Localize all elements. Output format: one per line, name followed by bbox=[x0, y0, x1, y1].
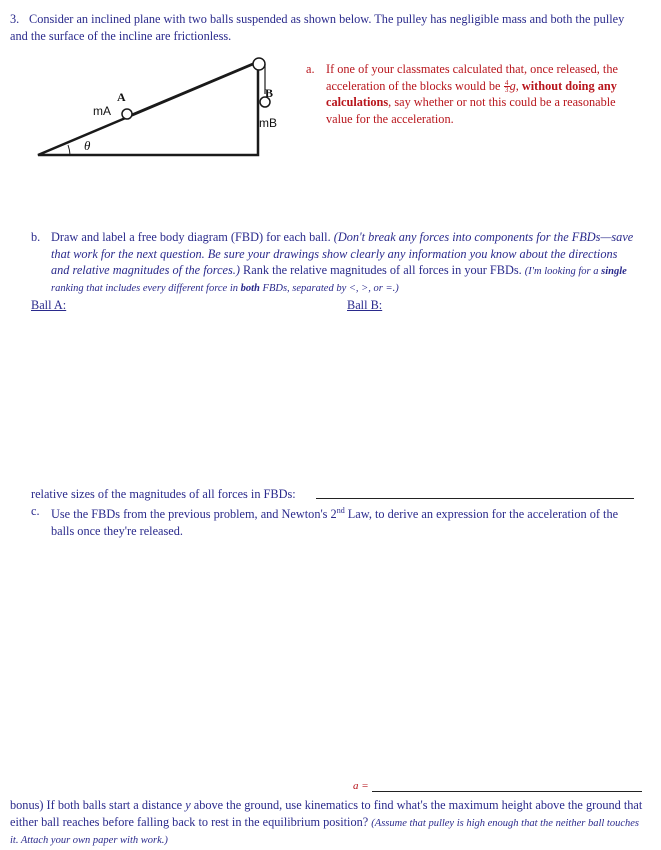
answer-a-line[interactable] bbox=[372, 791, 642, 792]
part-a-g: g, bbox=[509, 78, 519, 93]
angle-arc bbox=[68, 145, 70, 155]
part-a-letter: a. bbox=[306, 62, 315, 76]
relative-label: relative sizes of the magnitudes of all forces in FBDs: bbox=[31, 487, 296, 501]
part-a-text-1: If one of your classmates calculated that, once released, the acceleration of the blocks would be bbox=[326, 62, 618, 93]
part-b-letter: b. bbox=[31, 230, 41, 244]
question-3 bbox=[10, 11, 640, 44]
label-ma: mA bbox=[93, 104, 111, 118]
relative-answer-line[interactable] bbox=[316, 498, 634, 499]
part-b-t4a: (I'm looking for a bbox=[524, 266, 599, 277]
incline-triangle bbox=[38, 62, 258, 155]
label-a: A bbox=[117, 90, 126, 104]
label-theta: θ bbox=[84, 138, 91, 153]
pulley bbox=[253, 58, 265, 70]
bonus-text bbox=[10, 797, 650, 848]
part-c-text bbox=[51, 503, 636, 539]
part-c-sup: nd bbox=[336, 506, 345, 515]
label-mb: mB bbox=[259, 116, 277, 130]
bonus-text-1: bonus) If both balls start a distance bbox=[10, 798, 183, 812]
bonus-text-2: above the ground, use kinematics to find what's the maximum height above the ground that either ball reaches before falling back to rest in the equilibrium position? bbox=[10, 798, 643, 829]
ball-a-label: Ball A: bbox=[31, 298, 67, 312]
part-a-text bbox=[326, 61, 636, 127]
part-c-text-1: Use the FBDs from the previous problem, and Newton's 2 bbox=[51, 507, 337, 522]
string-a bbox=[125, 61, 258, 117]
bonus-note: (Assume that pulley is high enough that the neither ball touches it. Attach your own paper with work.) bbox=[10, 817, 639, 846]
ball-b-label: Ball B: bbox=[347, 298, 383, 312]
ball-a bbox=[122, 109, 132, 119]
part-b-t1: Draw and label a free body diagram (FBD) for each ball. bbox=[51, 230, 331, 244]
part-c-letter: c. bbox=[31, 504, 40, 518]
part-b-t3: Rank the relative magnitudes of all forces in your FBDs. bbox=[243, 263, 522, 277]
part-b-t4b: single bbox=[601, 266, 627, 277]
part-b-t4d: both bbox=[240, 283, 260, 294]
question-number: 3. bbox=[10, 12, 20, 26]
part-b-t2: (Don't break any forces into components for the FBDs—save that work for the next question. Be sure your drawings show clearly any information you know about the directions and relative magnitudes of the forces.) bbox=[51, 230, 634, 277]
question-intro: Consider an inclined plane with two balls suspended as shown below. The pulley has negligible mass and both the pulley and the surface of the incline are frictionless. bbox=[10, 12, 625, 43]
part-a-bold: without doing any calculations bbox=[326, 78, 617, 109]
answer-a-label: a = bbox=[353, 780, 369, 792]
fraction-numerator: 4 bbox=[504, 79, 509, 88]
part-c-text-2: Law, to derive an expression for the acceleration of the balls once they're released. bbox=[51, 507, 619, 538]
bonus-y: y bbox=[185, 798, 191, 812]
label-b: B bbox=[265, 86, 274, 100]
part-b-t4c: ranking that includes every different force in bbox=[51, 283, 239, 294]
part-b-text bbox=[51, 229, 636, 296]
part-a-text-2: , say whether or not this could be a reasonable value for the acceleration. bbox=[326, 95, 616, 126]
part-b-t4e: FBDs, separated by <, >, or =.) bbox=[262, 283, 399, 294]
incline-figure bbox=[30, 52, 300, 162]
fraction-denominator: 3 bbox=[504, 86, 509, 95]
